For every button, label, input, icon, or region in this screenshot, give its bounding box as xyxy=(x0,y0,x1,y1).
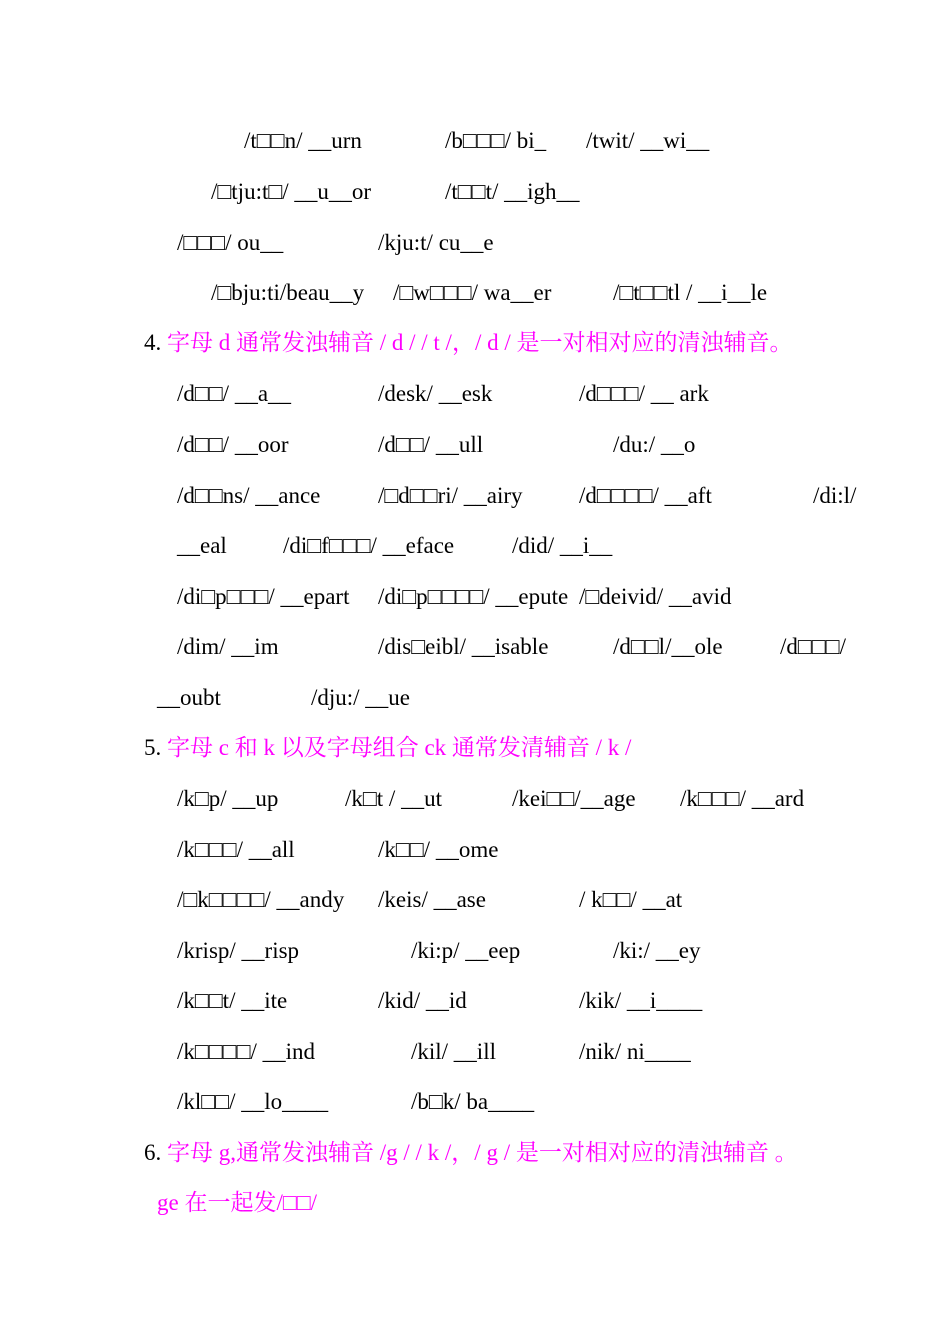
phonetic-item: /d□□ns/ __ance xyxy=(177,483,321,508)
phonetic-item: /di□p□□□/ __epart xyxy=(177,584,350,609)
section-number: 6. xyxy=(144,1140,162,1165)
section-subtitle: ge 在一起发/□□/ xyxy=(157,1190,318,1215)
section-subtitle-row xyxy=(157,1188,317,1218)
phonetic-item: /di□p□□□□/ __epute xyxy=(378,584,569,609)
phonetic-item: /□□□/ ou__ xyxy=(177,230,284,255)
phonetic-item: /k□□□□/ __ind xyxy=(177,1039,315,1064)
phonetic-item: __eal xyxy=(177,533,227,558)
phonetic-item: /□d□□ri/ __airy xyxy=(378,483,523,508)
phonetic-item: /k□□/ __ome xyxy=(378,837,499,862)
phonetic-item: /k□t / __ut xyxy=(345,786,442,811)
phonetic-item: /d□□/ __oor xyxy=(177,432,289,457)
phonetic-item: /du:/ __o xyxy=(613,432,696,457)
phonetic-item: /k□□□/ __ard xyxy=(680,786,805,811)
phonetic-item: /kil/ __ill xyxy=(411,1039,496,1064)
phonetic-item: /k□□□/ __all xyxy=(177,837,295,862)
phonetic-item: /t□□n/ __urn xyxy=(244,128,362,153)
phonetic-item: /di:l/ xyxy=(813,483,857,508)
phonetic-item: /□deivid/ __avid xyxy=(579,584,732,609)
phonetic-item: /b□□□/ bi_ xyxy=(445,128,547,153)
phonetic-item: /d□□l/__ole xyxy=(613,634,723,659)
phonetic-item: /□tju:t□/ __u__or xyxy=(211,179,372,204)
phonetic-item: /did/ __i__ xyxy=(512,533,613,558)
phonetic-item: /□bju:ti/beau__y xyxy=(211,280,365,305)
phonetic-item: /ki:p/ __eep xyxy=(411,938,521,963)
phonetic-item: /d□□□/ xyxy=(780,634,846,659)
phonetic-item: /kju:t/ cu__e xyxy=(378,230,494,255)
section-title: 字母 d 通常发浊辅音 / d / / t /，/ d / 是一对相对应的清浊辅音。 xyxy=(167,330,793,355)
phonetic-item: /keis/ __ase xyxy=(378,887,486,912)
phonetic-item: /b□k/ ba____ xyxy=(411,1089,535,1114)
section-heading xyxy=(144,733,631,763)
phonetic-item: /twit/ __wi__ xyxy=(586,128,710,153)
phonetic-item: /kl□□/ __lo____ xyxy=(177,1089,329,1114)
phonetic-item: /d□□□/ __ ark xyxy=(579,381,709,406)
phonetic-item: /t□□t/ __igh__ xyxy=(445,179,580,204)
phonetic-item: /d□□/ __a__ xyxy=(177,381,292,406)
section-heading xyxy=(144,1138,798,1168)
phonetic-item: /kik/ __i____ xyxy=(579,988,703,1013)
section-number: 4. xyxy=(144,330,162,355)
phonetic-item: /kei□□/__age xyxy=(512,786,636,811)
phonetic-item: /desk/ __esk xyxy=(378,381,493,406)
phonetic-item: /□k□□□□/ __andy xyxy=(177,887,345,912)
section-title: 字母 g,通常发浊辅音 /g / / k /，/ g / 是一对相对应的清浊辅音 。 xyxy=(167,1140,798,1165)
phonetic-item: /dim/ __im xyxy=(177,634,279,659)
phonetic-item: / k□□/ __at xyxy=(579,887,683,912)
section-heading xyxy=(144,328,792,358)
phonetic-item: /k□p/ __up xyxy=(177,786,279,811)
phonetic-item: /ki:/ __ey xyxy=(613,938,701,963)
section-number: 5. xyxy=(144,735,162,760)
section-title: 字母 c 和 k 以及字母组合 ck 通常发清辅音 / k / xyxy=(167,735,632,760)
phonetic-item: /dju:/ __ue xyxy=(311,685,411,710)
phonetic-item: /kid/ __id xyxy=(378,988,467,1013)
phonetic-item: /□t□□tl / __i__le xyxy=(613,280,768,305)
phonetic-item: /krisp/ __risp xyxy=(177,938,300,963)
phonetic-item: /□w□□□/ wa__er xyxy=(393,280,552,305)
phonetic-item: __oubt xyxy=(157,685,221,710)
phonetic-item: /d□□/ __ull xyxy=(378,432,484,457)
phonetic-item: /di□f□□□/ __eface xyxy=(283,533,455,558)
phonetic-item: /d□□□□/ __aft xyxy=(579,483,712,508)
phonetic-item: /dis□eibl/ __isable xyxy=(378,634,549,659)
phonetic-item: /k□□t/ __ite xyxy=(177,988,288,1013)
phonetic-item: /nik/ ni____ xyxy=(579,1039,691,1064)
